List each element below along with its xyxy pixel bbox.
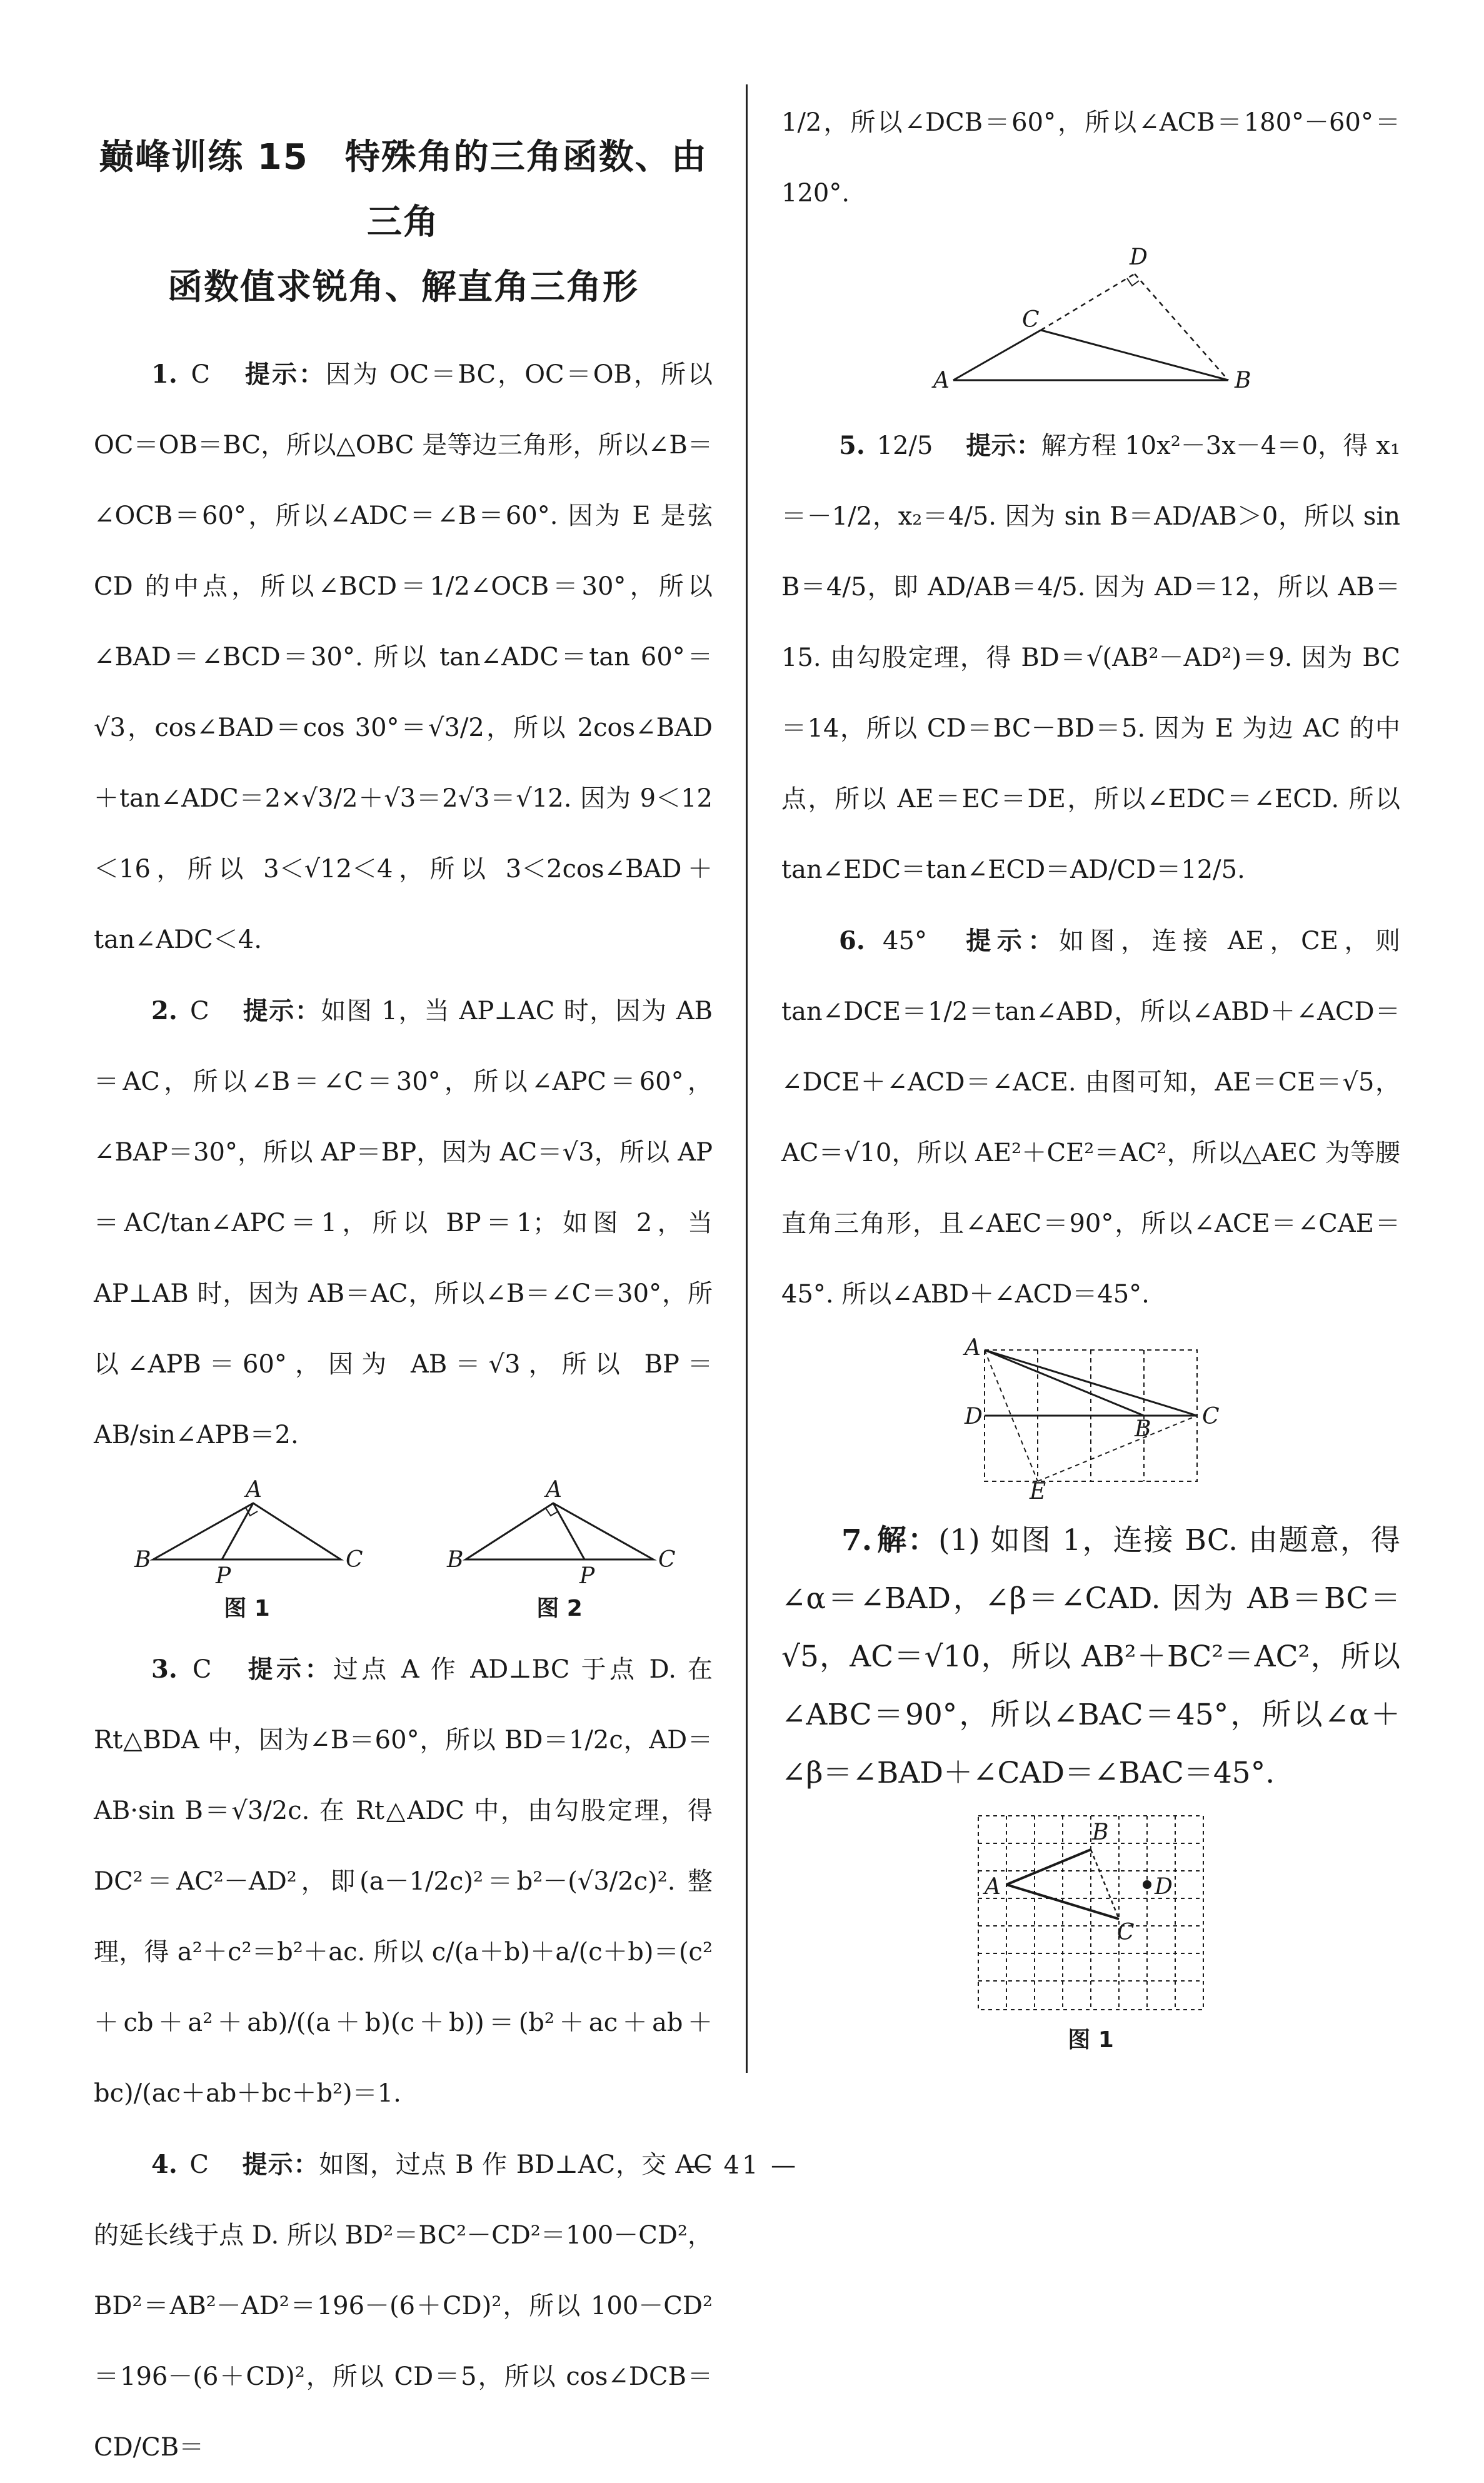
- problem-7-grid-diagram: [972, 1810, 1210, 2016]
- problem-3-number: 3.: [151, 1654, 178, 1684]
- figure-2-caption: 图 2: [536, 1596, 583, 1621]
- label-d: D: [965, 1404, 983, 1429]
- right-column: [781, 88, 1400, 2065]
- problem-4: [94, 2129, 713, 2483]
- problem-2-hint-label: 提示：: [243, 997, 321, 1025]
- problem-3: [94, 1634, 713, 2129]
- label-b: B: [1092, 1820, 1109, 1845]
- column-divider: [746, 84, 748, 2073]
- problem-7-figure-caption: 图 1: [1068, 2027, 1114, 2053]
- page-title: [94, 125, 713, 320]
- label-e: E: [1030, 1479, 1046, 1500]
- problem-7-figure-box: [972, 1810, 1210, 2054]
- problem-6-answer: 45°: [883, 927, 927, 955]
- problem-6: [781, 905, 1400, 1330]
- problem-7-number: 7.: [841, 1523, 873, 1558]
- problem-2-figures: [94, 1478, 713, 1623]
- label-d: D: [1155, 1874, 1173, 1900]
- problem-1-answer: C: [191, 360, 211, 389]
- problem-6-grid-diagram: [960, 1337, 1222, 1500]
- figure-1-diagram: [128, 1478, 366, 1584]
- problem-3-hint-label: 提示：: [248, 1655, 333, 1684]
- label-a: A: [246, 1478, 262, 1503]
- figure-1-caption: 图 1: [224, 1596, 270, 1621]
- problem-4-figure: [781, 236, 1400, 399]
- problem-2: [94, 975, 713, 1471]
- label-b: B: [447, 1547, 464, 1573]
- segment-cb: [1041, 330, 1228, 380]
- segment-bc-dashed: [1091, 1850, 1119, 1919]
- label-c: C: [658, 1547, 676, 1573]
- label-c: C: [1022, 307, 1040, 333]
- problem-1: [94, 339, 713, 975]
- title-line-2: 函数值求锐角、解直角三角形: [168, 267, 639, 308]
- problem-1-hint-label: 提示：: [244, 360, 326, 389]
- problem-6-text: 如图，连接 AE，CE，则 tan∠DCE＝1/2＝tan∠ABD，所以∠ABD＋∠ACD＝∠DCE＋∠ACD＝∠ACE. 由图可知，AE＝CE＝√5，AC＝√10，所以 AE²＋CE²＝AC²，所以△AEC 为等腰直角三角形，且∠AEC＝90°，所以∠ACE＝∠CAE＝45°. 所以∠ABD＋∠ACD＝45°.: [781, 927, 1401, 1309]
- figure-2-diagram: [441, 1478, 678, 1584]
- problem-4-hint-label: 提示：: [242, 2150, 319, 2179]
- label-b: B: [134, 1547, 151, 1573]
- problem-7: [781, 1511, 1400, 1802]
- problem-2-answer: C: [189, 997, 209, 1025]
- problem-7-label: 解：: [876, 1523, 939, 1558]
- segment-ab: [1006, 1850, 1091, 1885]
- right-angle-mark: [1127, 278, 1139, 286]
- problem-4-answer: C: [189, 2150, 209, 2179]
- segment-ec-dashed: [1038, 1416, 1197, 1481]
- problem-4-continued-text: 1/2，所以∠DCB＝60°，所以∠ACB＝180°－60°＝120°.: [781, 108, 1400, 208]
- title-line-1: 巅峰训练 15 特殊角的三角函数、由三角: [99, 137, 708, 243]
- figure-2: [441, 1478, 678, 1623]
- problem-5-number: 5.: [839, 431, 865, 460]
- page-number: — 41 —: [685, 2151, 799, 2180]
- label-p: P: [579, 1563, 595, 1584]
- problem-3-text: 过点 A 作 AD⊥BC 于点 D. 在 Rt△BDA 中，因为∠B＝60°，所以 BD＝1/2c，AD＝AB·sin B＝√3/2c. 在 Rt△ADC 中，由勾股定理，得 DC²＝AC²－AD²，即(a－1/2c)²＝b²－(√3/2c)². 整理，得 a²＋c²＝b²＋ac. 所以 c/(a＋b)＋a/(c＋b)＝(c²＋cb＋a²＋ab)/((a＋b)(c＋b))＝(b²＋ac＋ab＋bc)/(ac＋ab＋bc＋b²)＝1.: [94, 1655, 713, 2108]
- problem-4-continued: [781, 88, 1400, 229]
- problem-2-number: 2.: [151, 996, 178, 1025]
- problem-4-number: 4.: [151, 2150, 178, 2179]
- problem-6-figure: [781, 1337, 1400, 1500]
- problem-5-answer: 12/5: [876, 431, 933, 460]
- problem-7-text: (1) 如图 1，连接 BC. 由题意，得∠α＝∠BAD，∠β＝∠CAD. 因为 AB＝BC＝√5，AC＝√10，所以 AB²＋BC²＝AC²，所以∠ABC＝90°，所以∠BAC＝45°，所以∠α＋∠β＝∠BAD＋∠CAD＝∠BAC＝45°.: [781, 1523, 1401, 1790]
- point-d: [1143, 1880, 1151, 1889]
- label-a: A: [965, 1337, 981, 1361]
- problem-1-number: 1.: [151, 360, 178, 389]
- problem-7-figure: [781, 1810, 1400, 2054]
- triangle-abc: [153, 1503, 341, 1559]
- problem-5-text: 解方程 10x²－3x－4＝0，得 x₁＝－1/2，x₂＝4/5. 因为 sin B＝AD/AB＞0，所以 sin B＝4/5，即 AD/AB＝4/5. 因为 AD＝12，所以 AB＝15. 由勾股定理，得 BD＝√(AB²－AD²)＝9. 因为 BC＝14，所以 CD＝BC－BD＝5. 因为 E 为边 AC 的中点，所以 AE＝EC＝DE，所以∠EDC＝∠ECD. 所以 tan∠EDC＝tan∠ECD＝AD/CD＝12/5.: [781, 431, 1401, 884]
- problem-6-number: 6.: [839, 926, 865, 955]
- problem-4-text: 如图，过点 B 作 BD⊥AC，交 AC 的延长线于点 D. 所以 BD²＝BC²－CD²＝100－CD²，BD²＝AB²－AD²＝196－(6＋CD)²，所以 100－CD²＝196－(6＋CD)²，所以 CD＝5，所以 cos∠DCB＝CD/CB＝: [94, 2150, 713, 2462]
- label-b: B: [1235, 368, 1251, 393]
- problem-5: [781, 410, 1400, 905]
- problem-4-diagram: [916, 236, 1266, 399]
- segment-ac: [953, 330, 1041, 380]
- label-c: C: [1202, 1404, 1220, 1429]
- segment-cd-dashed: [1041, 274, 1135, 330]
- segment-db-dashed: [1135, 274, 1228, 380]
- left-column: [94, 88, 713, 2483]
- problem-2-text: 如图 1，当 AP⊥AC 时，因为 AB＝AC，所以∠B＝∠C＝30°，所以∠APC＝60°，∠BAP＝30°，所以 AP＝BP，因为 AC＝√3，所以 AP＝AC/tan∠APC＝1，所以 BP＝1；如图 2，当 AP⊥AB 时，因为 AB＝AC，所以∠B＝∠C＝30°，所以∠APB＝60°，因为 AB＝√3，所以 BP＝AB/sin∠APB＝2.: [94, 997, 713, 1449]
- segment-ab: [985, 1350, 1144, 1416]
- problem-3-answer: C: [192, 1655, 212, 1684]
- label-p: P: [216, 1563, 231, 1584]
- dashed-grid: [978, 1816, 1203, 2010]
- triangle-abc: [466, 1503, 653, 1559]
- problem-1-text: 因为 OC＝BC，OC＝OB，所以 OC＝OB＝BC，所以△OBC 是等边三角形，所以∠B＝∠OCB＝60°，所以∠ADC＝∠B＝60°. 因为 E 是弦 CD 的中点，所以∠BCD＝1/2∠OCB＝30°，所以∠BAD＝∠BCD＝30°. 所以 tan∠ADC＝tan 60°＝√3，cos∠BAD＝cos 30°＝√3/2，所以 2cos∠BAD＋tan∠ADC＝2×√3/2＋√3＝2√3＝√12. 因为 9＜12＜16，所以 3＜√12＜4，所以 3＜2cos∠BAD＋tan∠ADC＜4.: [94, 360, 713, 954]
- label-c: C: [346, 1547, 363, 1573]
- label-d: D: [1130, 244, 1148, 270]
- label-a: A: [933, 368, 950, 393]
- problem-5-hint-label: 提示：: [966, 431, 1041, 460]
- label-a: A: [546, 1478, 562, 1503]
- figure-1: [128, 1478, 366, 1623]
- label-a: A: [985, 1874, 1001, 1900]
- label-c: C: [1117, 1920, 1135, 1945]
- label-b: B: [1135, 1416, 1151, 1442]
- problem-6-hint-label: 提示：: [966, 927, 1059, 955]
